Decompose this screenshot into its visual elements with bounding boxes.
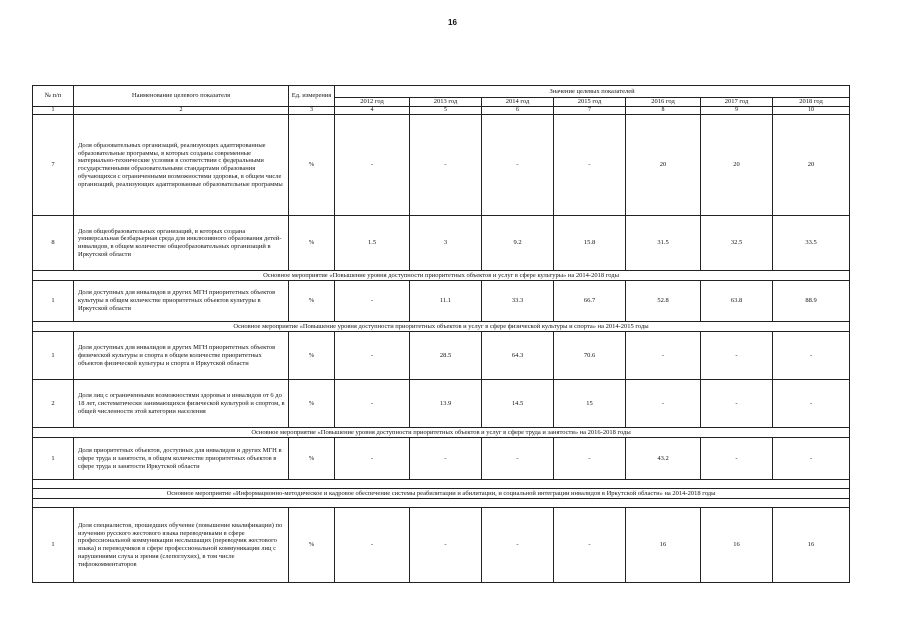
value-cell: 43.2 — [626, 438, 701, 480]
value-cell: - — [410, 508, 482, 583]
value-cell: - — [554, 508, 626, 583]
value-cell: 15 — [554, 380, 626, 428]
value-cell: - — [701, 332, 773, 380]
header-row — [33, 86, 850, 98]
col-number: 3 — [289, 107, 335, 115]
value-cell: - — [335, 281, 410, 322]
row-number: 1 — [33, 332, 74, 380]
indicator-name: Доля специалистов, прошедших обучение (повышение квалификации) по изучению русского жестового языка переводчиками в сфере профессиональной коммуникации неслышащих (переводчик жестового языка) и переводчиков в сфере профессиональной коммуникации лиц с нарушениями слуха и зрения (слепоглухих), в том числе тифлокомментаторов — [74, 508, 289, 583]
header-year: 2016 год — [626, 98, 701, 107]
value-cell: 63.8 — [701, 281, 773, 322]
table-row — [33, 281, 850, 322]
value-cell: - — [773, 438, 850, 480]
unit-cell: % — [289, 216, 335, 271]
value-cell: - — [335, 438, 410, 480]
value-cell: - — [335, 508, 410, 583]
value-cell: - — [554, 438, 626, 480]
header-name: Наименование целевого показателя — [74, 86, 289, 107]
section-row — [33, 489, 850, 499]
value-cell: 33.3 — [482, 281, 554, 322]
row-number: 1 — [33, 438, 74, 480]
value-cell: - — [410, 115, 482, 216]
header-year: 2015 год — [554, 98, 626, 107]
spacer-cell — [33, 499, 850, 508]
section-row — [33, 428, 850, 438]
col-number: 10 — [773, 107, 850, 115]
value-cell: 20 — [701, 115, 773, 216]
section-title: Основное мероприятие «Информационно-методическое и кадровое обеспечение системы реабилитации и абилитации, и социальной интеграции инвалидов в Иркутской области» на 2014-2018 годы — [33, 489, 850, 499]
value-cell: - — [626, 332, 701, 380]
spacer-row — [33, 480, 850, 489]
value-cell: - — [335, 380, 410, 428]
value-cell: 9.2 — [482, 216, 554, 271]
row-number: 1 — [33, 281, 74, 322]
section-row — [33, 322, 850, 332]
header-year: 2012 год — [335, 98, 410, 107]
col-number: 4 — [335, 107, 410, 115]
col-number: 6 — [482, 107, 554, 115]
value-cell: 16 — [626, 508, 701, 583]
value-cell: 14.5 — [482, 380, 554, 428]
indicator-name: Доля доступных для инвалидов и других МГН приоритетных объектов физической культуры и спорта в общем количестве приоритетных объектов физической культуры и спорта в Иркутской области — [74, 332, 289, 380]
value-cell: 64.3 — [482, 332, 554, 380]
col-number: 5 — [410, 107, 482, 115]
unit-cell: % — [289, 332, 335, 380]
col-number: 2 — [74, 107, 289, 115]
indicator-table — [32, 85, 850, 583]
unit-cell: % — [289, 380, 335, 428]
spacer-cell — [33, 480, 850, 489]
unit-cell: % — [289, 508, 335, 583]
value-cell: - — [773, 332, 850, 380]
indicator-name: Доля общеобразовательных организаций, в которых создана универсальная безбарьерная среда для инклюзивного образования детей-инвалидов, в общем количестве общеобразовательных организаций в Иркутской области — [74, 216, 289, 271]
col-number: 9 — [701, 107, 773, 115]
value-cell: - — [773, 380, 850, 428]
value-cell: 1.5 — [335, 216, 410, 271]
header-num: № п/п — [33, 86, 74, 107]
table-row — [33, 438, 850, 480]
value-cell: 52.8 — [626, 281, 701, 322]
row-number: 1 — [33, 508, 74, 583]
value-cell: 16 — [701, 508, 773, 583]
col-number: 8 — [626, 107, 701, 115]
value-cell: 15.8 — [554, 216, 626, 271]
value-cell: 20 — [626, 115, 701, 216]
value-cell: 66.7 — [554, 281, 626, 322]
value-cell: - — [335, 115, 410, 216]
value-cell: 88.9 — [773, 281, 850, 322]
value-cell: 16 — [773, 508, 850, 583]
unit-cell: % — [289, 438, 335, 480]
table-row — [33, 380, 850, 428]
indicator-name: Доля приоритетных объектов, доступных для инвалидов и других МГН в сфере труда и занятости, в общем количестве приоритетных объектов в сфере труда и занятости Иркутской области — [74, 438, 289, 480]
col-number: 7 — [554, 107, 626, 115]
value-cell: 13.9 — [410, 380, 482, 428]
value-cell: 11.1 — [410, 281, 482, 322]
header-unit: Ед. измерения — [289, 86, 335, 107]
table-row — [33, 332, 850, 380]
col-number: 1 — [33, 107, 74, 115]
value-cell: - — [482, 115, 554, 216]
unit-cell: % — [289, 281, 335, 322]
spacer-row — [33, 499, 850, 508]
section-title: Основное мероприятие «Повышение уровня доступности приоритетных объектов и услуг в сфере культуры» на 2014-2018 годы — [33, 271, 850, 281]
row-number: 2 — [33, 380, 74, 428]
indicator-name: Доля образовательных организаций, реализующих адаптированные образовательные программы, в которых созданы современные материально-технические условия в соответствии с федеральными государственными образовательными стандартами образования обучающихся с ограниченными возможностями здоровья, в общем числе организаций, реализующих адаптированные образовательные программы — [74, 115, 289, 216]
value-cell: - — [482, 438, 554, 480]
value-cell: 70.6 — [554, 332, 626, 380]
value-cell: 3 — [410, 216, 482, 271]
value-cell: - — [482, 508, 554, 583]
header-values-group: Значение целевых показателей — [335, 86, 850, 98]
value-cell: - — [701, 438, 773, 480]
section-title: Основное мероприятие «Повышение уровня доступности приоритетных объектов и услуг в сфере физической культуры и спорта» на 2014-2015 годы — [33, 322, 850, 332]
value-cell: - — [410, 438, 482, 480]
value-cell: 32.5 — [701, 216, 773, 271]
indicator-name: Доля лиц с ограниченными возможностями здоровья и инвалидов от 6 до 18 лет, систематически занимающихся физической культурой и спортом, в общей численности этой категории населения — [74, 380, 289, 428]
row-number: 7 — [33, 115, 74, 216]
value-cell: - — [335, 332, 410, 380]
indicator-name: Доля доступных для инвалидов и других МГН приоритетных объектов культуры в общем количестве приоритетных объектов культуры в Иркутской области — [74, 281, 289, 322]
row-number: 8 — [33, 216, 74, 271]
column-number-row — [33, 107, 850, 115]
table-row — [33, 508, 850, 583]
value-cell: - — [701, 380, 773, 428]
section-title: Основное мероприятие «Повышение уровня доступности приоритетных объектов и услуг в сфере труда и занятости» на 2016-2018 годы — [33, 428, 850, 438]
header-year: 2013 год — [410, 98, 482, 107]
value-cell: - — [554, 115, 626, 216]
table-row — [33, 216, 850, 271]
header-year: 2014 год — [482, 98, 554, 107]
value-cell: 31.5 — [626, 216, 701, 271]
unit-cell: % — [289, 115, 335, 216]
section-row — [33, 271, 850, 281]
table-row — [33, 115, 850, 216]
value-cell: 20 — [773, 115, 850, 216]
header-year: 2017 год — [701, 98, 773, 107]
page-number: 16 — [448, 18, 457, 27]
value-cell: 28.5 — [410, 332, 482, 380]
value-cell: 33.5 — [773, 216, 850, 271]
value-cell: - — [626, 380, 701, 428]
header-year: 2018 год — [773, 98, 850, 107]
